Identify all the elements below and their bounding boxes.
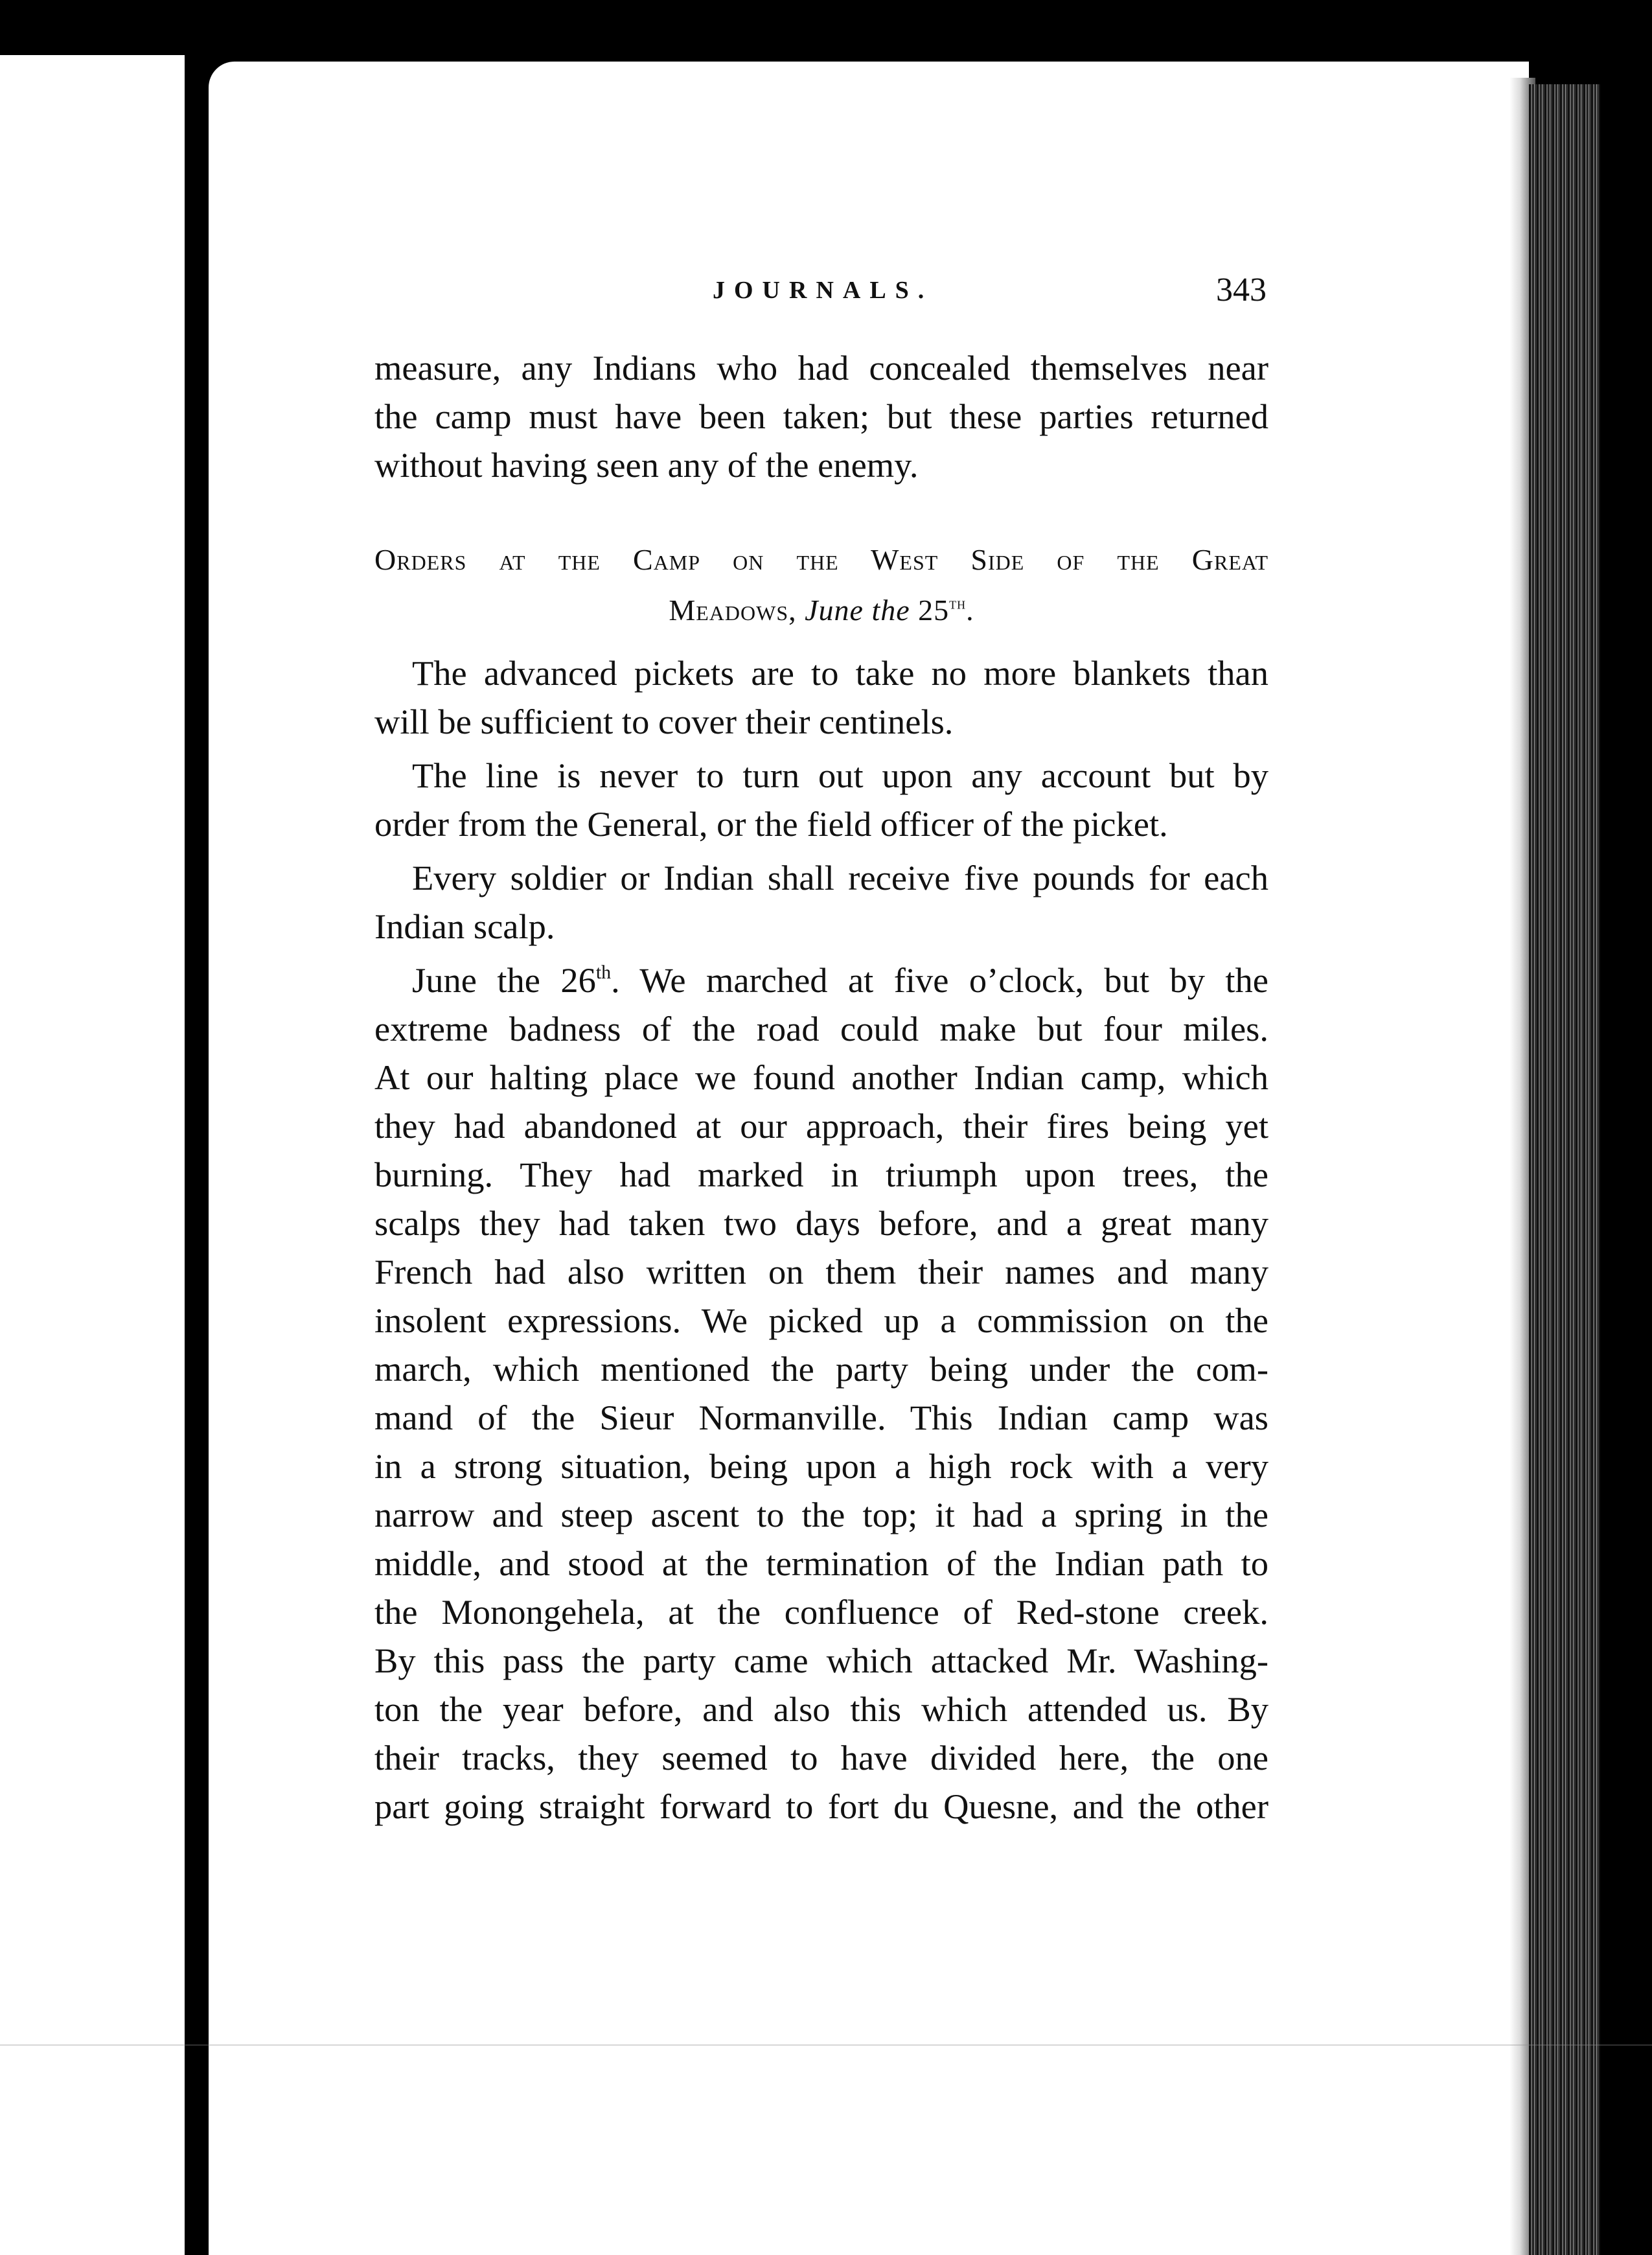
text-line: narrow and steep ascent to the top; it had a spring in the [374, 1495, 1268, 1534]
text-line: the camp must have been taken; but these parties returned [374, 397, 1268, 436]
text-line: mand of the Sieur Normanville. This Indian camp was [374, 1398, 1268, 1437]
heading-line: Orders at the Camp on the West Side of the Great [374, 543, 1268, 576]
heading-day: 25 [918, 594, 950, 627]
paragraph [374, 649, 1268, 746]
text-line: order from the General, or the field officer of the picket. [374, 804, 1168, 844]
entry-date: June the 26 [412, 960, 596, 1000]
text-line: their tracks, they seemed to have divided here, the one [374, 1738, 1268, 1777]
text-line: scalps they had taken two days before, and a great many [374, 1203, 1268, 1243]
text-line: insolent expressions. We picked up a commission on the [374, 1301, 1268, 1340]
text-line: will be sufficient to cover their centinels. [374, 702, 954, 741]
text-line: Indian scalp. [374, 907, 555, 946]
heading-date: June the [805, 594, 910, 627]
entry-text: . We marched at five o’clock, but by the [611, 960, 1268, 1000]
paragraph-continuation [374, 343, 1268, 489]
heading-place: Meadows, [669, 594, 797, 627]
page-fore-edge [1529, 84, 1600, 2255]
paragraph [374, 751, 1268, 848]
paragraph [374, 956, 1268, 1831]
text-line: the Monongehela, at the confluence of Red-stone creek. [374, 1592, 1268, 1632]
page-header [376, 271, 1267, 316]
text-line: French had also written on them their names and many [374, 1252, 1268, 1291]
text-line: without having seen any of the enemy. [374, 445, 919, 485]
text-line: middle, and stood at the termination of the Indian path to [374, 1544, 1268, 1583]
scan-right-border [1600, 0, 1652, 2255]
text-line: Every soldier or Indian shall receive five pounds for each [412, 858, 1268, 897]
text-line: At our halting place we found another Indian camp, which [374, 1058, 1268, 1097]
text-line: in a strong situation, being upon a high rock with a very [374, 1446, 1268, 1486]
page-number: 343 [1216, 272, 1267, 308]
entry-date-suffix: th [595, 962, 612, 984]
section-heading [374, 535, 1268, 636]
text-line: ton the year before, and also this which attended us. By [374, 1689, 1268, 1729]
body-text [374, 343, 1268, 1831]
text-line: burning. They had marked in triumph upon trees, the [374, 1155, 1268, 1194]
paragraph [374, 853, 1268, 951]
running-head: JOURNALS. [713, 277, 934, 304]
text-line: march, which mentioned the party being under the com- [374, 1349, 1268, 1389]
heading-end: . [966, 594, 974, 627]
scan-artifact-line [0, 2044, 1652, 2046]
text-line: part going straight forward to fort du Quesne, and the other [374, 1787, 1268, 1826]
text-line: measure, any Indians who had concealed themselves near [374, 348, 1268, 387]
heading-line [374, 585, 1268, 636]
text-line: they had abandoned at our approach, their fires being yet [374, 1106, 1268, 1146]
text-line: By this pass the party came which attacked Mr. Washing- [374, 1641, 1268, 1680]
text-line [374, 956, 1268, 1004]
text-line: extreme badness of the road could make but four miles. [374, 1009, 1268, 1048]
text-line: The line is never to turn out upon any account but by [412, 756, 1268, 795]
facing-page-edge [0, 55, 185, 2255]
heading-day-suffix: th [949, 594, 967, 613]
book-gutter [185, 52, 211, 2255]
scan-top-border [0, 0, 1652, 62]
text-line: The advanced pickets are to take no more blankets than [412, 653, 1268, 693]
